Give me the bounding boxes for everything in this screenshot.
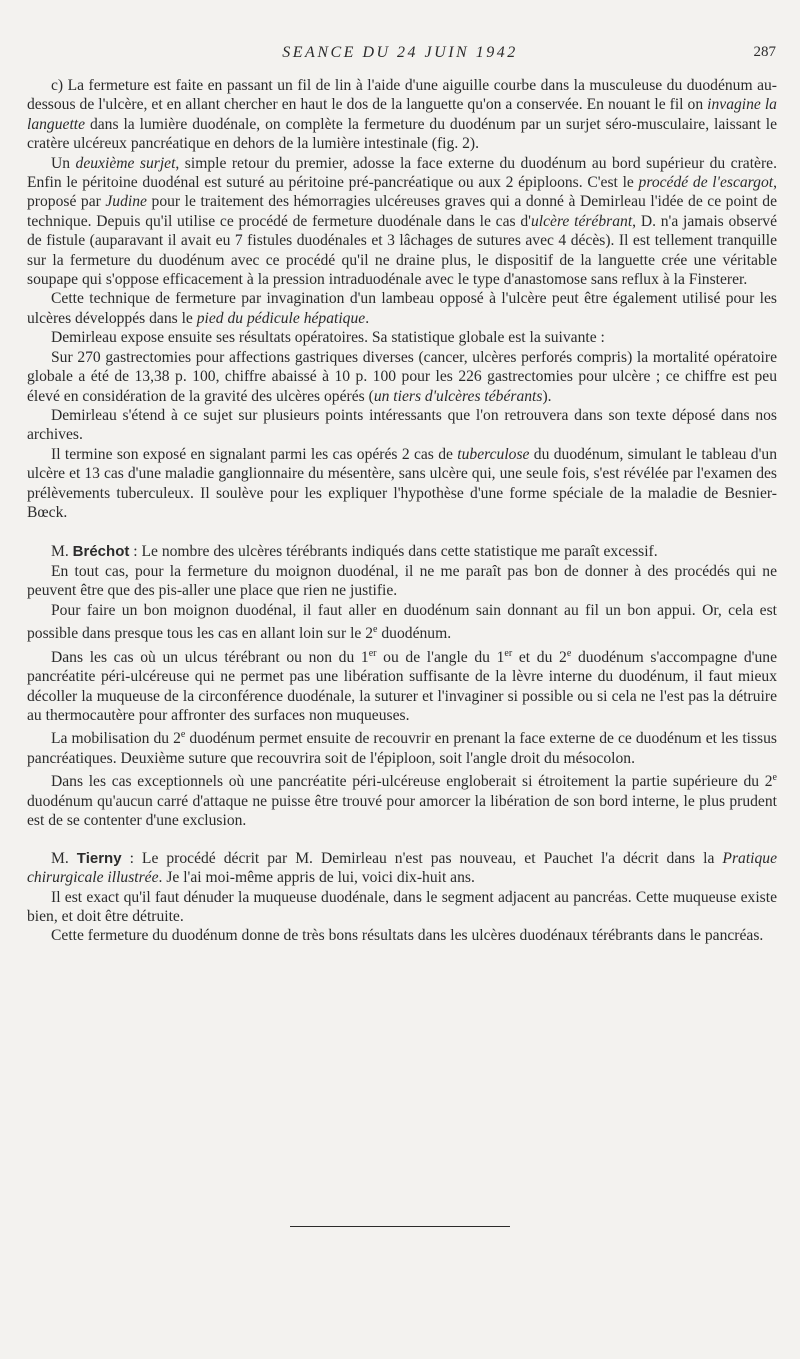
paragraph	[27, 562, 777, 601]
paragraph	[27, 849, 777, 888]
superscript: e	[373, 623, 378, 635]
paragraph	[27, 154, 777, 290]
text-run: : Le nombre des ulcères térébrants indiqués dans cette statistique me paraît excessif.	[129, 543, 658, 561]
text-run: Un	[51, 154, 76, 172]
paragraph	[27, 542, 777, 561]
text-run: Dans les cas exceptionnels où une pancréatite péri-ulcéreuse engloberait si étroitement la partie supérieure du 2	[51, 773, 773, 791]
page-header	[0, 44, 800, 64]
superscript: er	[504, 647, 513, 659]
text-run: : Le procédé décrit par M. Demirleau n'est pas nouveau, et Pauchet l'a décrit dans la	[121, 849, 723, 867]
text-run: duodénum qu'aucun carré d'attaque ne puisse être trouvé pour amorcer la libération de son bord interne, le plus prudent est de se contenter d'une exclusion.	[27, 792, 777, 830]
speaker-name: Tierny	[76, 849, 122, 867]
paragraph	[27, 926, 777, 945]
text-run: dans la lumière duodénale, on complète la fermeture du duodénum par un surjet séro-musculaire, laissant le cratère ulcéreux pancréatique en dehors de la lumière intestinale (fig. 2).	[27, 115, 777, 153]
paragraph	[27, 644, 777, 726]
paragraph	[27, 289, 777, 328]
text-run: , simple retour du premier, adosse la face externe du duodénum au bord supérieur du cratère. Enfin le péritoine duodénal est suturé au péritoine pré-pancréatique ou aux 2 épiploons. C'est le	[27, 154, 777, 192]
text-run: Il est exact qu'il faut dénuder la muqueuse duodénale, dans le segment adjacent au pancréas. Cette muqueuse existe bien, et doit être détruite.	[27, 888, 777, 925]
text-run: Demirleau expose ensuite ses résultats opératoires. Sa statistique globale est la suivante :	[51, 329, 605, 347]
italic-text: deuxième surjet	[75, 154, 176, 172]
italic-text: procédé de l'escargot	[638, 174, 774, 192]
text-run: Sur 270 gastrectomies pour affections gastriques diverses (cancer, ulcères perforés compris) la mortalité opératoire globale a été de 13,38 p. 100, chiffre abaissé à 10 p. 100 pour les 226 gastrectomies pour ulcère ; ce chiffre est peu élevé en considération de la gravité des ulcères opérés (	[27, 348, 777, 405]
superscript: e	[566, 647, 572, 659]
text-run: M.	[51, 543, 73, 561]
italic-text: Pratique chirurgicale illustrée	[27, 849, 777, 887]
italic-text: pied du pédicule hépatique	[196, 309, 366, 327]
speaker-name: Bréchot	[72, 543, 130, 561]
italic-text: Judine	[105, 193, 147, 211]
paragraph	[27, 348, 777, 406]
page-number: 287	[753, 44, 776, 60]
text-run: . Je l'ai moi-même appris de lui, voici dix-huit ans.	[158, 869, 475, 887]
text-run: En tout cas, pour la fermeture du moignon duodénal, il ne me paraît pas bon de donner à des procédés qui ne peuvent être que des pis-aller une place que rien ne justifie.	[27, 562, 777, 600]
text-run: .	[365, 309, 370, 327]
paragraph	[27, 328, 777, 347]
section-end-rule	[290, 1226, 510, 1227]
italic-text: invagine la languette	[27, 96, 777, 133]
text-run: Dans les cas où un ulcus térébrant ou non du 1	[51, 648, 369, 666]
superscript: er	[368, 647, 377, 659]
paragraph	[27, 406, 777, 445]
paragraph	[27, 445, 777, 523]
superscript: e	[180, 729, 186, 741]
text-run: Cette technique de fermeture par invagination d'un lambeau opposé à l'ulcère peut être également utilisé pour les ulcères développés dans le	[27, 290, 777, 327]
text-run: Demirleau s'étend à ce sujet sur plusieurs points intéressants que l'on retrouvera dans son texte déposé dans nos archives.	[27, 406, 777, 444]
text-run: duodénum permet ensuite de recouvrir en prenant la face externe de ce duodénum et les tissus pancréatiques. Deuxième suture que recouvrira soit de l'épiploon, soit l'angle droit du mésocolon.	[27, 730, 777, 767]
text-run: , D. n'a jamais observé de fistule (auparavant il avait eu 7 fistules duodénales et 3 lâchages de sutures avec 4 décès). Il est tellement tranquille sur la fermeture du duodénum avec ce procédé qu'il ne draine plus, le dispositif de la languette crée une véritable soupape qui s'oppose efficacement à la pression intraduodénale avec le type d'anastomose sans reflux à la Finsterer.	[27, 212, 777, 289]
text-run: Pour faire un bon moignon duodénal, il faut aller en duodénum sain donnant au fil un bon appui. Or, cela est possible dans presque tous les cas en allant loin sur le 2	[27, 601, 777, 643]
body-text	[27, 76, 777, 946]
paragraph	[27, 601, 777, 644]
text-run: ).	[542, 387, 552, 405]
text-run: du duodénum, simulant le tableau d'un ulcère et 13 cas d'une maladie ganglionnaire du mésentère, sans ulcère qui, une seule fois, s'est révélée par l'examen des prélèvements tuberculeux. Il soulève pour les expliquer l'hypothèse d'une forme spéciale de la maladie de Besnier-Bœck.	[27, 445, 777, 521]
text-run: , proposé par	[27, 174, 778, 211]
text-run: c) La fermeture est faite en passant un fil de lin à l'aide d'une aiguille courbe dans la musculeuse du duodénum au-dessous de l'ulcère, et en allant chercher en haut le dos de la languette qu'on a conservée. En nouant le fil on	[27, 77, 777, 114]
text-run: pour le traitement des hémorragies ulcéreuses graves qui a donné à Demirleau l'idée de ce point de technique. Depuis qu'il utilise ce procédé de fermeture duodénale dans le cas d'	[27, 193, 778, 230]
text-run: Il termine son exposé en signalant parmi les cas opérés 2 cas de	[51, 445, 458, 463]
text-run: duodénum s'accompagne d'une pancréatite péri-ulcéreuse qui ne permet pas une libération suffisante de la lèvre interne du duodénum, il faut mieux décoller la muqueuse de la circonférence duodénale, la suturer et l'invaginer si possible ou si cela ne l'est pas la détruire au thermocautère pour affronter des surfaces non muqueuses.	[27, 648, 778, 724]
running-title: SEANCE DU 24 JUIN 1942	[282, 44, 518, 61]
text-run: ou de l'angle du 1	[376, 648, 505, 666]
paragraph	[27, 888, 777, 927]
italic-text: tuberculose	[457, 445, 530, 463]
italic-text: ulcère térébrant	[530, 212, 633, 230]
text-run: La mobilisation du 2	[51, 730, 181, 748]
text-run: M.	[51, 849, 77, 867]
text-run: Cette fermeture du duodénum donne de très bons résultats dans les ulcères duodénaux térébrants dans le pancréas.	[51, 927, 764, 945]
text-run: et du 2	[512, 648, 567, 666]
text-run: duodénum.	[377, 625, 452, 643]
italic-text: un tiers d'ulcères tébérants	[373, 387, 543, 405]
paragraph	[27, 768, 777, 830]
paragraph	[27, 725, 777, 768]
paragraph	[27, 76, 777, 154]
superscript: e	[772, 772, 777, 784]
